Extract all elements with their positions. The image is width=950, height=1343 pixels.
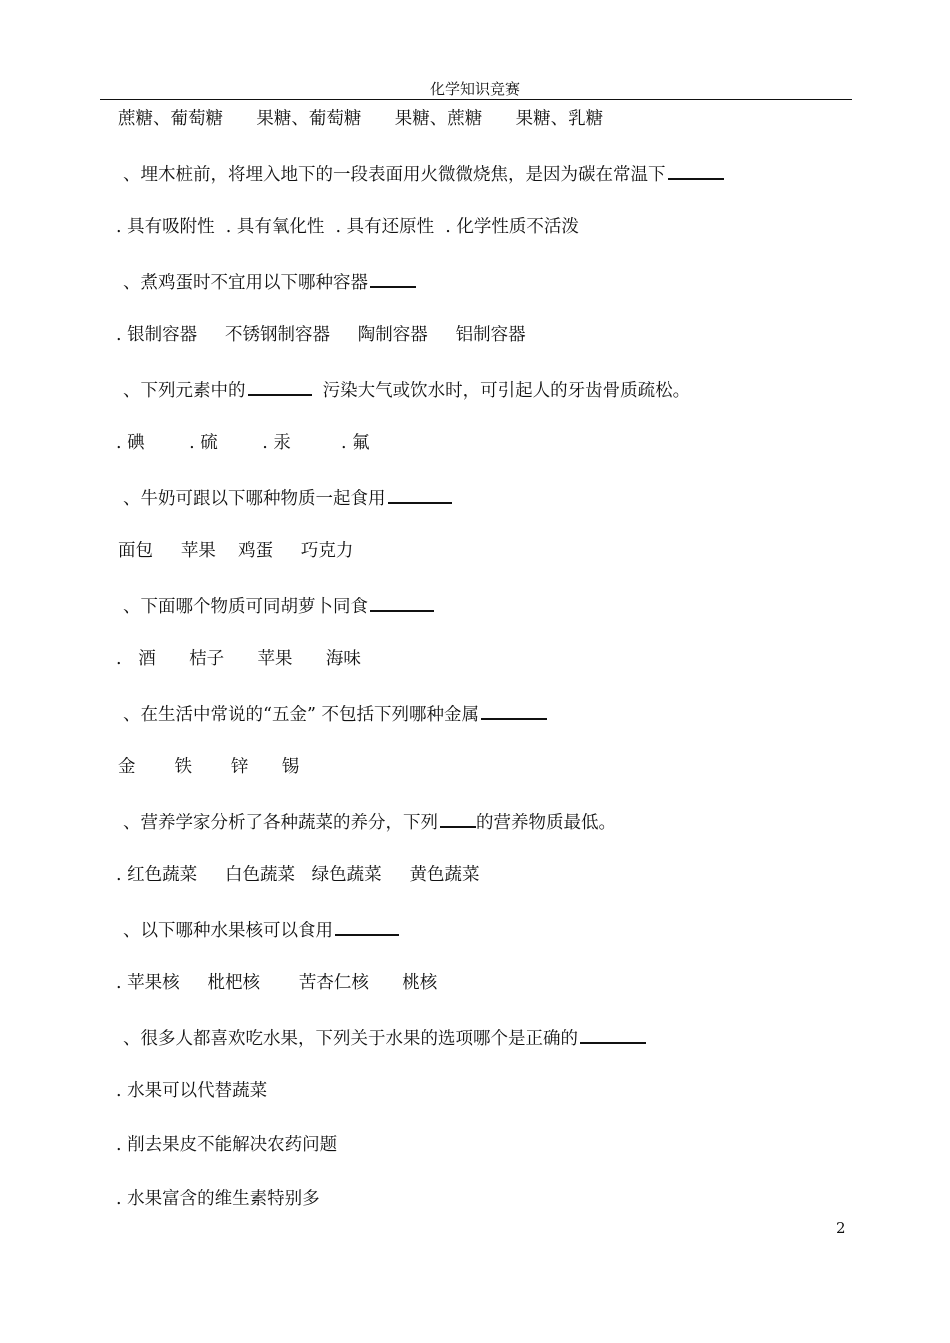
line-text: . 银制容器 不锈钢制容器 陶制容器 铝制容器 bbox=[116, 325, 526, 345]
answer-blank bbox=[370, 592, 434, 612]
options-line bbox=[116, 970, 437, 996]
answer-blank bbox=[370, 268, 416, 288]
question-line bbox=[123, 700, 547, 726]
line-text: 、牛奶可跟以下哪种物质一起食用 bbox=[123, 489, 386, 509]
answer-blank bbox=[440, 808, 476, 828]
options-line bbox=[118, 754, 299, 780]
line-text: 、下列元素中的 bbox=[123, 381, 246, 401]
line-text: . 具有吸附性 . 具有氧化性 . 具有还原性 . 化学性质不活泼 bbox=[116, 217, 579, 237]
answer-blank bbox=[335, 916, 399, 936]
line-text: 金 铁 锌 锡 bbox=[118, 757, 300, 777]
line-text: 、煮鸡蛋时不宜用以下哪种容器 bbox=[123, 273, 368, 293]
header-rule bbox=[100, 99, 852, 100]
line-text: 、很多人都喜欢吃水果，下列关于水果的选项哪个是正确的 bbox=[123, 1029, 578, 1049]
question-line bbox=[123, 1024, 646, 1050]
question-line bbox=[123, 484, 452, 510]
options-line bbox=[118, 538, 353, 564]
line-text: 、营养学家分析了各种蔬菜的养分，下列 bbox=[123, 813, 438, 833]
answer-blank bbox=[481, 700, 547, 720]
options-line bbox=[118, 106, 603, 132]
answer-blank bbox=[668, 160, 724, 180]
question-line bbox=[123, 592, 434, 618]
line-text: 、下面哪个物质可同胡萝卜同食 bbox=[123, 597, 368, 617]
line-text: . 酒 桔子 苹果 海味 bbox=[116, 649, 361, 669]
line-text: 面包 苹果 鸡蛋 巧克力 bbox=[118, 541, 354, 561]
question-line bbox=[123, 268, 416, 294]
line-text: 、在生活中常说的“五金” 不包括下列哪种金属 bbox=[123, 705, 479, 725]
options-line bbox=[116, 322, 526, 348]
answer-blank bbox=[580, 1024, 646, 1044]
line-text: 、埋木桩前，将埋入地下的一段表面用火微微烧焦，是因为碳在常温下 bbox=[123, 165, 666, 185]
page-number: 2 bbox=[836, 1219, 846, 1237]
question-line bbox=[123, 376, 690, 402]
options-line bbox=[116, 1078, 267, 1104]
page-header-title: 化学知识竞赛 bbox=[429, 80, 520, 98]
options-line bbox=[116, 214, 579, 240]
question-line bbox=[123, 808, 616, 834]
options-line bbox=[116, 430, 370, 456]
options-line bbox=[116, 1186, 320, 1212]
question-line bbox=[123, 160, 724, 186]
line-text: . 碘 . 硫 . 汞 . 氟 bbox=[116, 433, 370, 453]
line-text-after: 的营养物质最低。 bbox=[476, 813, 616, 833]
line-text: 、以下哪种水果核可以食用 bbox=[123, 921, 333, 941]
question-line bbox=[123, 916, 399, 942]
options-line bbox=[116, 1132, 337, 1158]
line-text: . 苹果核 枇杷核 苦杏仁核 桃核 bbox=[116, 973, 438, 993]
answer-blank bbox=[388, 484, 452, 504]
line-text: . 削去果皮不能解决农药问题 bbox=[116, 1135, 338, 1155]
line-text-after: 污染大气或饮水时，可引起人的牙齿骨质疏松。 bbox=[311, 381, 691, 401]
line-text: 蔗糖、葡萄糖 果糖、葡萄糖 果糖、蔗糖 果糖、乳糖 bbox=[118, 109, 604, 129]
answer-blank bbox=[248, 376, 312, 396]
options-line bbox=[116, 862, 479, 888]
line-text: . 水果富含的维生素特别多 bbox=[116, 1189, 320, 1209]
line-text: . 红色蔬菜 白色蔬菜 绿色蔬菜 黄色蔬菜 bbox=[116, 865, 480, 885]
options-line bbox=[116, 646, 361, 672]
line-text: . 水果可以代替蔬菜 bbox=[116, 1081, 268, 1101]
